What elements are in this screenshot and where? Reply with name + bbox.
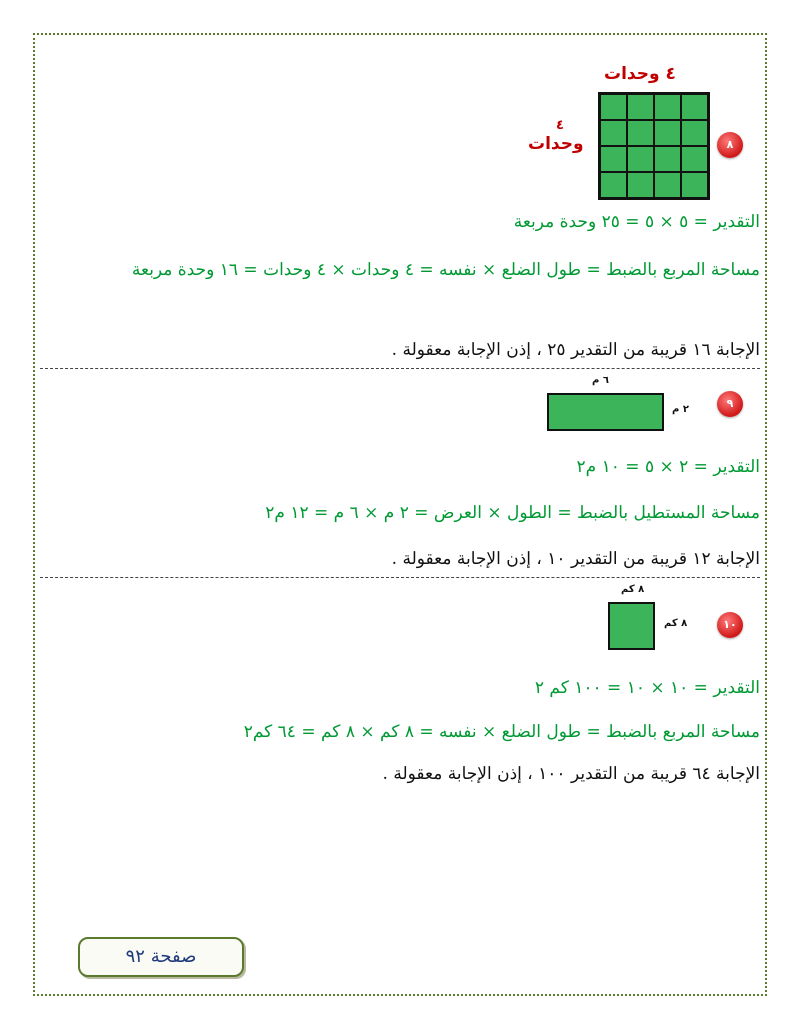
section-divider xyxy=(40,577,760,578)
answer-line: الإجابة ١٦ قريبة من التقدير ٢٥ ، إذن الإجابة معقولة . xyxy=(391,340,760,360)
problem-number-badge: ٨ xyxy=(717,132,743,158)
estimate-line: التقدير = ٢ × ٥ = ١٠ م٢ xyxy=(576,457,760,477)
exact-area-text: مساحة المربع بالضبط = طول الضلع × نفسه = ٤ وحدات × ٤ وحدات = ١٦ وحدة مربعة xyxy=(131,260,760,280)
square-top-label: ٤ وحدات xyxy=(604,64,676,84)
estimate-line: التقدير = ٥ × ٥ = ٢٥ وحدة مربعة xyxy=(513,212,760,232)
square-side-label: وحدات xyxy=(528,134,584,154)
answer-line: الإجابة ٦٤ قريبة من التقدير ١٠٠ ، إذن الإجابة معقولة . xyxy=(382,764,760,784)
problem-number-badge: ٩ xyxy=(717,391,743,417)
exact-area-line: مساحة المستطيل بالضبط = الطول × العرض = ٢ م × ٦ م = ١٢ م٢ xyxy=(265,503,760,523)
unit-square-grid xyxy=(598,92,710,200)
rectangle-top-label: ٦ م xyxy=(592,375,609,386)
exact-area-line: مساحة المربع بالضبط = طول الضلع × نفسه = ٨ كم × ٨ كم = ٦٤ كم٢ xyxy=(243,722,760,742)
rectangle-shape xyxy=(547,393,664,431)
square-side-label: ٨ كم xyxy=(664,618,688,629)
square-side-label-number: ٤ xyxy=(556,118,564,133)
section-divider xyxy=(40,368,760,369)
square-top-label: ٨ كم xyxy=(621,584,645,595)
rectangle-side-label: ٢ م xyxy=(672,404,689,415)
page-number-box: صفحة ٩٢ xyxy=(78,937,244,977)
exact-area-line xyxy=(60,258,760,282)
problem-number-badge: ١٠ xyxy=(717,612,743,638)
answer-line: الإجابة ١٢ قريبة من التقدير ١٠ ، إذن الإجابة معقولة . xyxy=(391,549,760,569)
estimate-line: التقدير = ١٠ × ١٠ = ١٠٠ كم ٢ xyxy=(534,678,760,698)
square-shape xyxy=(608,602,655,650)
